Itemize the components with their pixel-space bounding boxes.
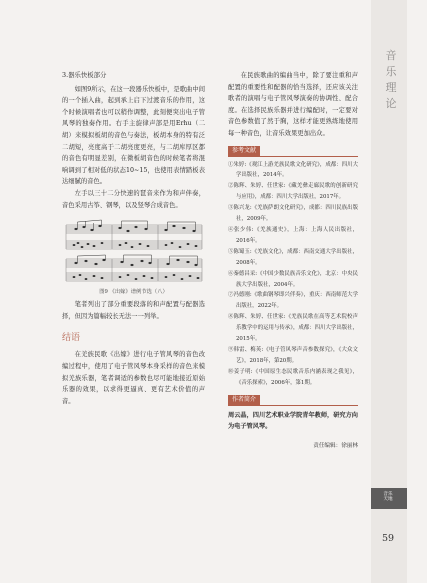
score-figure [62, 217, 205, 295]
reference-item: ⑩姜子明:《中国原生态民歌音乐内涵表现之我见》，《音乐探索》，2006年，第1期。 [228, 368, 358, 386]
conclusion-title: 结语 [62, 333, 81, 344]
figure-caption: 图9 《出嫁》谱例节选（八） [99, 289, 168, 296]
reference-item: ⑦冯德刚:《歌曲钢琴即兴伴奏》，重庆：西南师范大学出版社，2022年。 [228, 292, 358, 310]
references-header [228, 146, 358, 157]
references-label: 参考文献 [228, 146, 260, 156]
editor-credit: 责任编辑：徐丽林 [313, 442, 358, 449]
body-paragraph: 左手以三十二分快速的琶音来作为和声伴奏，音色采用古筝、钢琴，以及竖琴合成音色。 [62, 189, 205, 209]
body-paragraph: 在羌族民歌《出嫁》进行电子管风琴的音色改编过程中，使用了电子管风琴本身采样的音色来模拟羌族乐器，笔者调适的参数也尽可能地接近原始乐器的效果，以求得更逼真、更有艺术价值的声音。 [62, 351, 205, 405]
reference-item: ⑧陈辉、朱婷、任世家:《羌族民歌在高等艺术院校声乐教学中的运用与传承》，成都：四川大学出版社，2015年。 [228, 314, 358, 343]
reference-item: ④张少伟:《羌族通史》，上海：上海人民出版社，2016年。 [228, 227, 358, 244]
reference-item: ②陈辉、朱婷、任世家:《藏羌彝走廊民歌的创新研究与应用》，成都：四川大学出版社，2017年。 [228, 183, 358, 201]
side-tag-label: 音乐天地 [383, 492, 393, 503]
references-list [228, 160, 358, 389]
music-score-image [62, 217, 205, 285]
right-column [228, 70, 358, 449]
body-paragraph: 笔者列出了部分重要段落的和声配置与配器选择，但因为篇幅较长无法一一列举。 [62, 301, 205, 320]
left-column [62, 70, 205, 407]
body-paragraph: 如图9所示，在这一段器乐快板中，是歌曲中间的一个插入曲，起到承上启下过渡音乐的作用，这个时候演唱者也可以稍作调整，此刻便突出电子管风琴的独奏作用。右手主旋律声部是用Erhu（二胡）来模拟板胡的音色与奏法，板胡本身的特有泛二胡短，亮度高于二胡亮度更亮，与二胡库厚区都的音色有明显差别，在微板胡音色的时候笔者将混响调到了相对低的状态10~15，也使用表情踏板表达细腻的音色。 [62, 85, 205, 186]
reference-item: ⑨韩雷、梅英:《电子管风琴声音参数探究》，《大众文艺》，2018年，第20期。 [228, 346, 358, 364]
page-number: 59 [382, 533, 395, 544]
section-side-label: 音乐理论 [385, 49, 397, 110]
section-heading: 3.器乐快板部分 [62, 71, 107, 79]
reference-item: ①朱婷:《观江上游羌族民歌文化研究》，成都：四川大学出版社，2014年。 [228, 161, 358, 179]
body-paragraph: 在民族歌曲的编曲当中，除了要注重和声配置的重要性和配器的恰当选择，还应该关注歌者的演唱与电子管风琴演奏的协调性、配合度。在选择民族乐器并进行编配时，一定要对音色参数值了然于胸，这样才能更熟练地使用每一种音色，让音乐效果更加出众。 [228, 72, 358, 137]
author-bio: 周云晶，四川艺术职业学院青年教师，研究方向为电子管风琴。 [228, 411, 358, 430]
author-header [228, 395, 358, 406]
reference-item: ⑥秦德昌采:《中国少数民族音乐文化》，北京：中央民族大学出版社，2004年。 [228, 270, 358, 288]
reference-item: ③陈兴龙:《羌族萨朗文化研究》，成都：四川民族出版社，2009年。 [228, 205, 358, 223]
reference-item: ⑤陈蜀玉:《羌族文化》，成都：西南交通大学出版社，2008年。 [228, 248, 358, 266]
author-label: 作者简介 [228, 395, 260, 405]
